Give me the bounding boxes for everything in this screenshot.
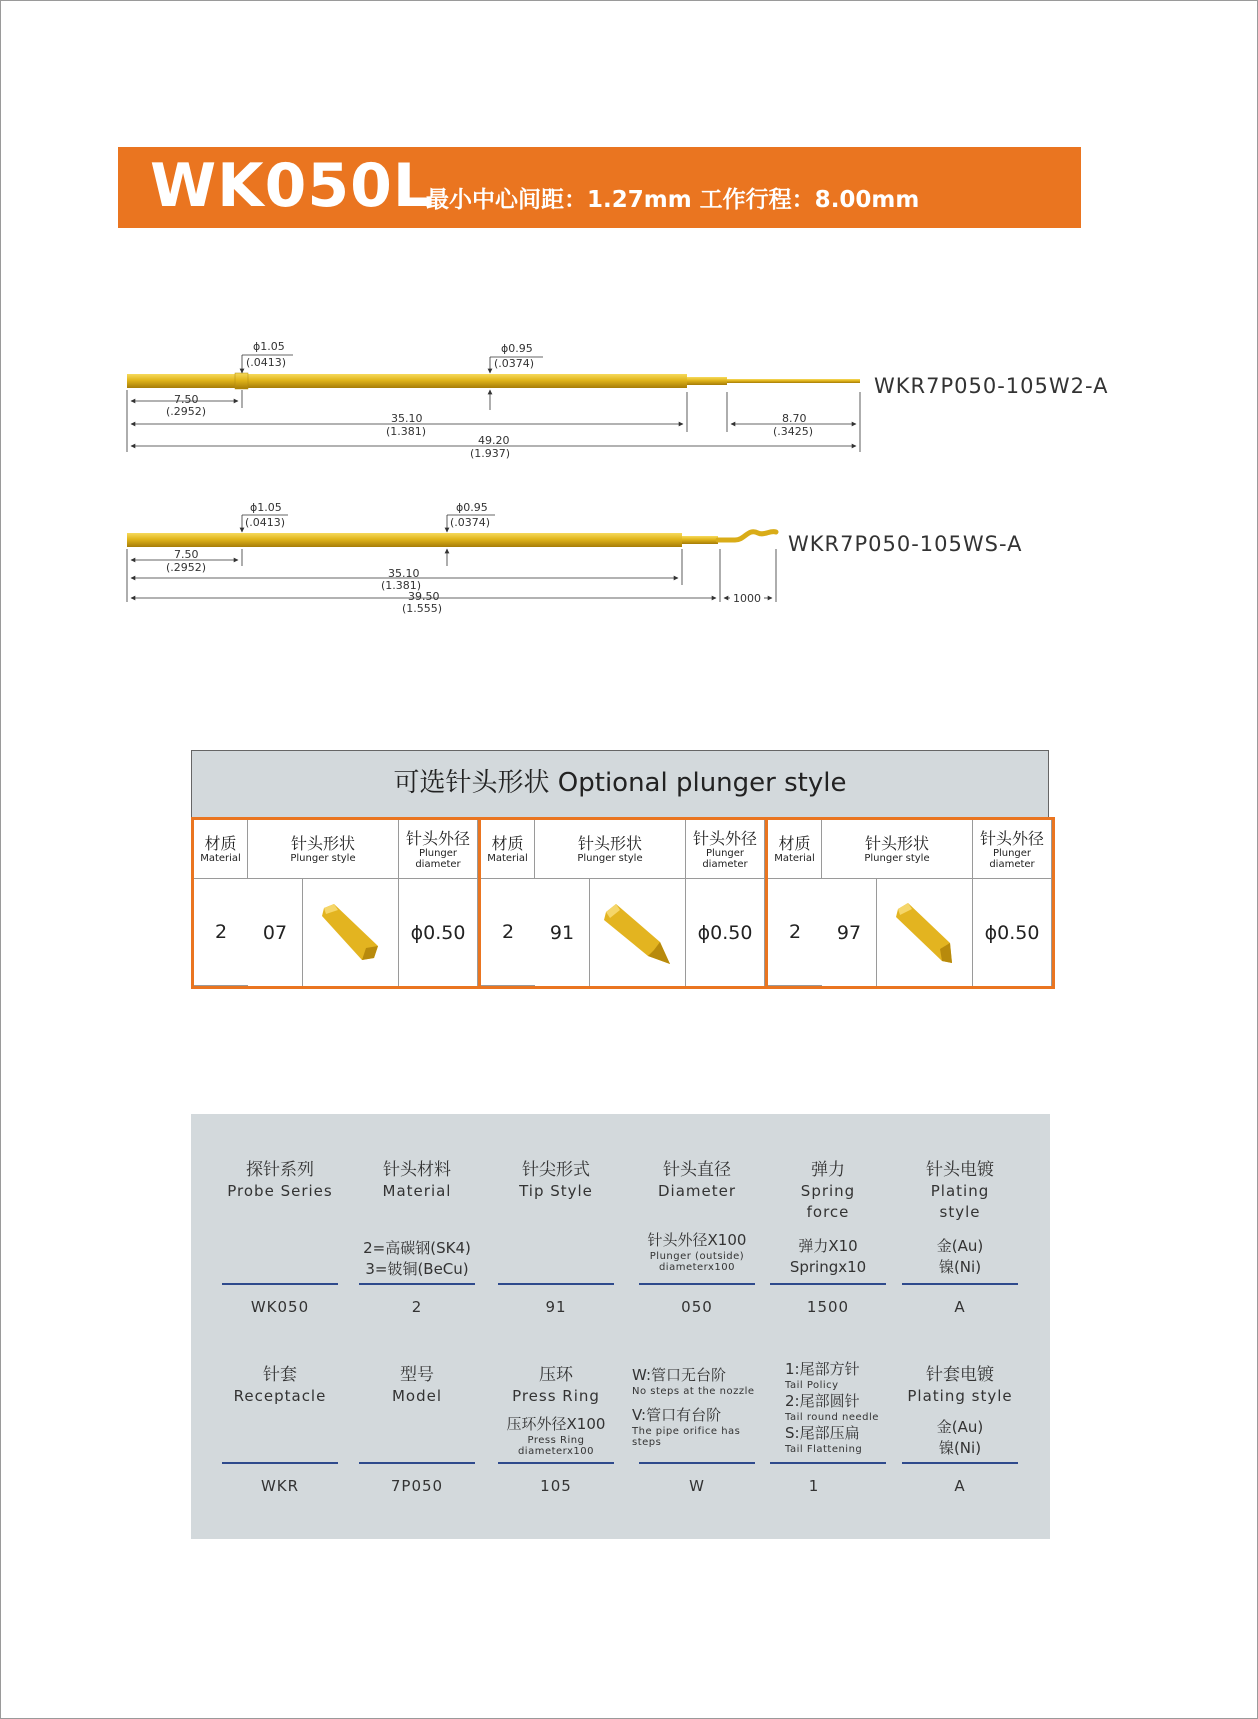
pin-step bbox=[682, 536, 718, 544]
plating-column: 针头电镀 Plating style bbox=[926, 1160, 994, 1221]
dim-l2-in: (1.381) bbox=[381, 579, 422, 592]
material-value: 2 bbox=[768, 879, 822, 986]
underline bbox=[498, 1462, 614, 1464]
model-value: 7P050 bbox=[390, 1477, 444, 1495]
nozzle-step-options: W:管口无台阶 No steps at the nozzle V:管口有台阶 The pipe orifice has steps bbox=[632, 1366, 755, 1448]
material-options: 2=高碳钢(SK4) 3=铍铜(BeCu) bbox=[363, 1239, 471, 1278]
spec-line: 最小中心间距：1.27mm 工作行程：8.00mm bbox=[426, 187, 920, 213]
material-column: 针头材料 Material bbox=[382, 1160, 452, 1200]
part-number-1: WKR7P050-105W2-A bbox=[874, 374, 1109, 398]
header-plunger-style: 针头形状 Plunger style bbox=[535, 820, 686, 879]
plunger-style-table bbox=[191, 750, 1049, 989]
plunger-group bbox=[481, 817, 768, 989]
pin-tail-bent bbox=[718, 532, 776, 540]
receptacle-value: WKR bbox=[260, 1477, 300, 1495]
dim-d2-in: (.0374) bbox=[450, 516, 491, 529]
dim-d2-in: (.0374) bbox=[494, 357, 535, 370]
style-code: 97 bbox=[822, 879, 877, 986]
diameter-value: ϕ0.50 bbox=[686, 879, 765, 986]
header-material: 材质 Material bbox=[194, 820, 248, 879]
model-title: WK050L bbox=[150, 151, 433, 221]
plunger-group bbox=[191, 817, 481, 989]
pin-body bbox=[127, 374, 687, 388]
underline bbox=[359, 1283, 475, 1285]
underline bbox=[639, 1462, 755, 1464]
tip-style-value: 91 bbox=[545, 1298, 567, 1316]
dim-d1: ϕ1.05 bbox=[250, 501, 282, 514]
probe-series-column: 探针系列 Probe Series bbox=[227, 1160, 333, 1200]
pin-body bbox=[127, 533, 682, 547]
header-plunger-style: 针头形状 Plunger style bbox=[248, 820, 399, 879]
probe-drawing-2 bbox=[127, 501, 1022, 615]
press-ring-value: 105 bbox=[540, 1477, 572, 1495]
dim-l1: 7.50 bbox=[174, 548, 199, 561]
diameter-column: 针头直径 Diameter bbox=[657, 1160, 737, 1200]
tail-options: 1:尾部方针 Tail Policy 2:尾部圆针 Tail round needle S:尾部压扁 Tail Flattening bbox=[785, 1360, 879, 1455]
part-number-breakdown bbox=[191, 1114, 1050, 1539]
dim-d1-in: (.0413) bbox=[246, 356, 287, 369]
model-column: 型号 Model bbox=[391, 1365, 443, 1405]
underline bbox=[222, 1462, 338, 1464]
plunger-group bbox=[768, 817, 1055, 989]
header-plunger-diameter: 针头外径 Plunger diameter bbox=[399, 820, 478, 879]
spring-force-options: 弹力X10 Springx10 bbox=[789, 1237, 867, 1276]
receptacle-column: 针套 Receptacle bbox=[233, 1365, 327, 1405]
dim-l4-in: (1.937) bbox=[470, 447, 511, 460]
dim-l1-in: (.2952) bbox=[166, 405, 207, 418]
receptacle-plating-column: 针套电镀 Plating style bbox=[907, 1365, 1013, 1405]
dim-l3-in: (1.555) bbox=[402, 602, 443, 615]
header-material: 材质 Material bbox=[768, 820, 822, 879]
dim-l3: 39.50 bbox=[408, 590, 440, 603]
spring-force-column: 弹力 Spring force bbox=[800, 1160, 856, 1221]
plunger-table-title: 可选针头形状 Optional plunger style bbox=[191, 750, 1049, 817]
pointed-tip-icon bbox=[590, 879, 686, 986]
material-value: 2 bbox=[411, 1298, 423, 1316]
pin-tail bbox=[727, 379, 860, 383]
plating-value: A bbox=[954, 1298, 966, 1316]
pin-collar bbox=[235, 373, 248, 389]
header-plunger-diameter: 针头外径 Plunger diameter bbox=[686, 820, 765, 879]
dim-l4: 1000 bbox=[733, 592, 761, 605]
plating-options: 金(Au) 镍(Ni) bbox=[936, 1237, 984, 1276]
receptacle-plating-value: A bbox=[954, 1477, 966, 1495]
dim-d2: ϕ0.95 bbox=[456, 501, 488, 514]
dim-l2: 35.10 bbox=[388, 567, 420, 580]
dim-l3-in: (.3425) bbox=[773, 425, 814, 438]
probe-drawings bbox=[0, 0, 1258, 660]
dim-l1-in: (.2952) bbox=[166, 561, 207, 574]
underline bbox=[498, 1283, 614, 1285]
dim-l1: 7.50 bbox=[174, 393, 199, 406]
tip-style-column: 针尖形式 Tip Style bbox=[519, 1160, 593, 1200]
underline bbox=[902, 1283, 1018, 1285]
part-number-2: WKR7P050-105WS-A bbox=[788, 532, 1023, 556]
underline bbox=[770, 1283, 886, 1285]
header-plunger-style: 针头形状 Plunger style bbox=[822, 820, 973, 879]
press-ring-options: 压环外径X100 Press Ring diameterx100 bbox=[506, 1415, 606, 1457]
underline bbox=[770, 1462, 886, 1464]
spring-force-value: 1500 bbox=[806, 1298, 850, 1316]
flat-bevel-tip-icon bbox=[303, 879, 399, 986]
underline bbox=[902, 1462, 1018, 1464]
nozzle-step-value: W bbox=[689, 1477, 705, 1495]
press-ring-column: 压环 Press Ring bbox=[512, 1365, 600, 1405]
pin-step bbox=[687, 377, 727, 385]
diameter-options: 针头外径X100 Plunger (outside) diameterx100 bbox=[647, 1231, 747, 1273]
dim-l2-in: (1.381) bbox=[386, 425, 427, 438]
dim-l3: 8.70 bbox=[782, 412, 807, 425]
diameter-value: ϕ0.50 bbox=[973, 879, 1052, 986]
receptacle-plating-options: 金(Au) 镍(Ni) bbox=[936, 1418, 984, 1457]
dim-l4: 49.20 bbox=[478, 434, 510, 447]
tail-value: 1 bbox=[808, 1477, 820, 1495]
probe-series-value: WK050 bbox=[250, 1298, 310, 1316]
dim-d2: ϕ0.95 bbox=[501, 342, 533, 355]
underline bbox=[222, 1283, 338, 1285]
style-code: 07 bbox=[248, 879, 303, 986]
diameter-value: ϕ0.50 bbox=[399, 879, 478, 986]
underline bbox=[639, 1283, 755, 1285]
material-value: 2 bbox=[194, 879, 248, 986]
dim-d1-in: (.0413) bbox=[245, 516, 286, 529]
header-material: 材质 Material bbox=[481, 820, 535, 879]
style-code: 91 bbox=[535, 879, 590, 986]
bevel-tip-icon bbox=[877, 879, 973, 986]
diameter-value: 050 bbox=[681, 1298, 713, 1316]
probe-drawing-1 bbox=[127, 340, 1109, 460]
material-value: 2 bbox=[481, 879, 535, 986]
dim-l2: 35.10 bbox=[391, 412, 423, 425]
header-plunger-diameter: 针头外径 Plunger diameter bbox=[973, 820, 1052, 879]
underline bbox=[359, 1462, 475, 1464]
dim-d1: ϕ1.05 bbox=[253, 340, 285, 353]
